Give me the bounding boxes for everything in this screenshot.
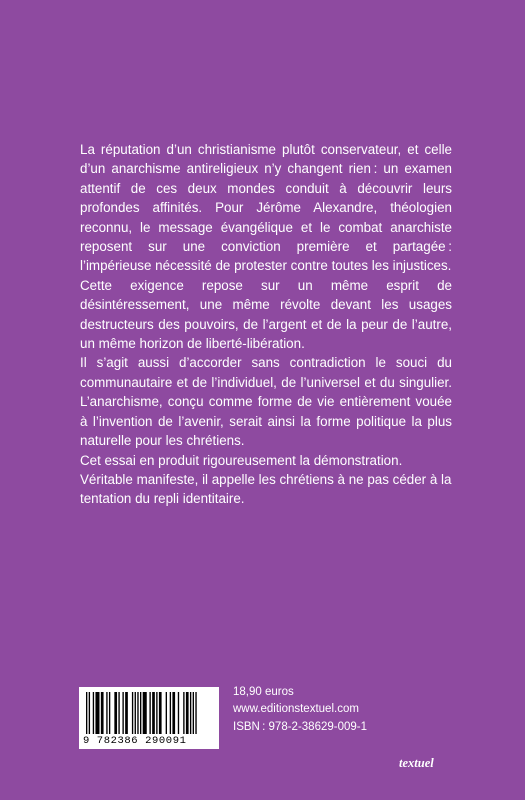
blurb-paragraph-2: Cette exigence repose sur un même esprit de désintéressement, une même révolte devant les usages destructeurs des pouvoirs, de l’argent et de la peur de l’autre, un même horizon de liberté-libération. (80, 277, 452, 352)
back-cover-blurb (80, 140, 452, 509)
blurb-paragraph-3: Il s’agit aussi d’accorder sans contradiction le souci du communautaire et de l’individuel, de l’universel et du singulier. L’anarchisme, conçu comme forme de vie entièrement vouée à l’invention de l’avenir, serait ainsi la forme politique la plus naturelle pour les chrétiens. (80, 355, 452, 449)
price: 18,90 euros (233, 686, 294, 698)
publisher-website: www.editionstextuel.com (233, 703, 359, 716)
blurb-paragraph-4: Cet essai en produit rigoureusement la démonstration. Véritable manifeste, il appelle les chrétiens à ne pas céder à la tentation du repli identitaire. (80, 452, 452, 507)
barcode-bars (86, 692, 212, 734)
book-info (233, 684, 367, 736)
blurb-paragraph-1: La réputation d’un christianisme plutôt conservateur, et celle d’un anarchisme antireligieux n’y changent rien : un examen attentif de ces deux mondes conduit à découvrir leurs profondes affinités. Pour Jérôme Alexandre, théologien reconnu, le message évangélique et le combat anarchiste reposent sur une conviction première et partagée : l’impérieuse nécessité de protester contre toutes les injustices. (80, 142, 452, 274)
isbn-barcode (79, 687, 219, 749)
isbn-number: ISBN : 978-2-38629-009-1 (233, 720, 367, 733)
barcode-digits: 9 782386 290091 (83, 735, 187, 747)
publisher-logo: textuel (399, 756, 434, 770)
